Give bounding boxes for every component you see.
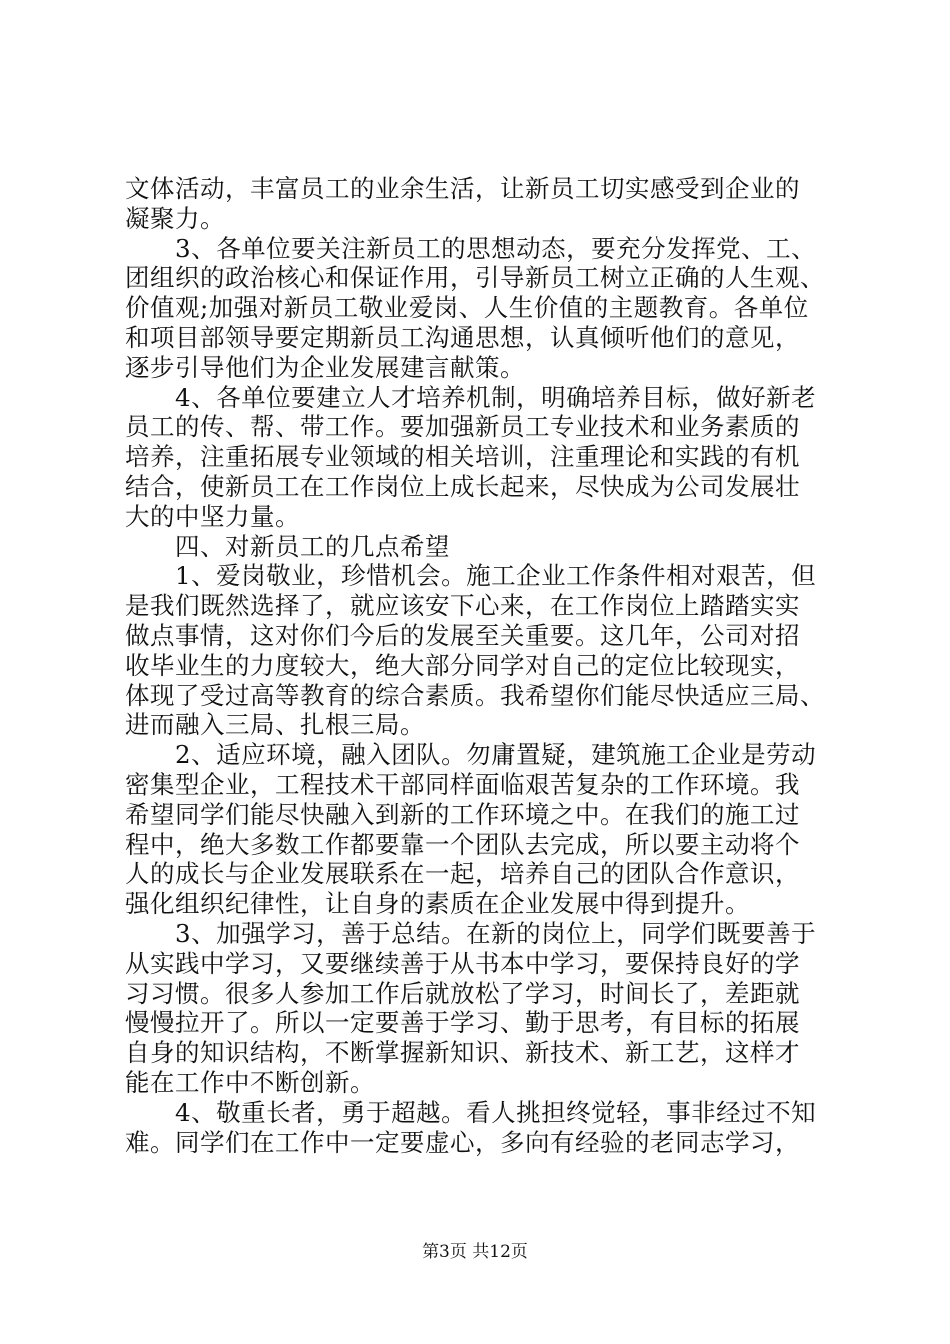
text-line: 强化组织纪律性，让自身的素质在企业发展中得到提升。	[125, 889, 750, 919]
text-line: 做点事情，这对你们今后的发展至关重要。这几年，公司对招	[125, 620, 800, 650]
body-text	[125, 174, 837, 1157]
text-line: 大的中坚力量。	[125, 501, 300, 531]
text-line: 习习惯。很多人参加工作后就放松了学习，时间长了，差距就	[125, 978, 800, 1008]
text-line: 2、适应环境，融入团队。勿庸置疑，建筑施工企业是劳动	[125, 740, 817, 770]
text-line: 难。同学们在工作中一定要虚心，多向有经验的老同志学习，	[125, 1127, 800, 1157]
text-line: 是我们既然选择了，就应该安下心来，在工作岗位上踏踏实实	[125, 591, 800, 621]
text-line: 结合，使新员工在工作岗位上成长起来，尽快成为公司发展壮	[125, 471, 800, 501]
section-heading: 四、对新员工的几点希望	[125, 531, 450, 561]
text-line: 程中，绝大多数工作都要靠一个团队去完成，所以要主动将个	[125, 829, 800, 859]
text-line: 从实践中学习，又要继续善于从书本中学习，要保持良好的学	[125, 948, 800, 978]
text-line: 体现了受过高等教育的综合素质。我希望你们能尽快适应三局、	[125, 680, 825, 710]
text-line: 3、各单位要关注新员工的思想动态，要充分发挥党、工、	[125, 233, 817, 263]
text-line: 员工的传、帮、带工作。要加强新员工专业技术和业务素质的	[125, 412, 800, 442]
text-line: 收毕业生的力度较大，绝大部分同学对自己的定位比较现实，	[125, 650, 800, 680]
text-line: 密集型企业，工程技术干部同样面临艰苦复杂的工作环境。我	[125, 769, 800, 799]
page-footer: 第3页 共12页	[422, 1242, 528, 1262]
text-line: 4、各单位要建立人才培养机制，明确培养目标，做好新老	[125, 382, 817, 412]
text-line: 进而融入三局、扎根三局。	[125, 710, 425, 740]
text-line: 希望同学们能尽快融入到新的工作环境之中。在我们的施工过	[125, 799, 800, 829]
text-line: 人的成长与企业发展联系在一起，培养自己的团队合作意识，	[125, 859, 800, 889]
text-line: 1、爱岗敬业，珍惜机会。施工企业工作条件相对艰苦，但	[125, 561, 817, 591]
text-line: 逐步引导他们为企业发展建言献策。	[125, 352, 525, 382]
text-line: 价值观;加强对新员工敬业爱岗、人生价值的主题教育。各单位	[125, 293, 809, 323]
text-line: 和项目部领导要定期新员工沟通思想，认真倾听他们的意见，	[125, 322, 800, 352]
text-line: 自身的知识结构，不断掌握新知识、新技术、新工艺，这样才	[125, 1038, 800, 1068]
text-line: 4、敬重长者，勇于超越。看人挑担终觉轻，事非经过不知	[125, 1097, 817, 1127]
text-line: 培养，注重拓展专业领域的相关培训，注重理论和实践的有机	[125, 442, 800, 472]
text-line: 慢慢拉开了。所以一定要善于学习、勤于思考，有目标的拓展	[125, 1008, 800, 1038]
text-line: 能在工作中不断创新。	[125, 1067, 375, 1097]
text-line: 凝聚力。	[125, 203, 225, 233]
text-line: 文体活动，丰富员工的业余生活，让新员工切实感受到企业的	[125, 174, 800, 203]
text-line: 3、加强学习，善于总结。在新的岗位上，同学们既要善于	[125, 918, 817, 948]
text-line: 团组织的政治核心和保证作用，引导新员工树立正确的人生观、	[125, 263, 825, 293]
